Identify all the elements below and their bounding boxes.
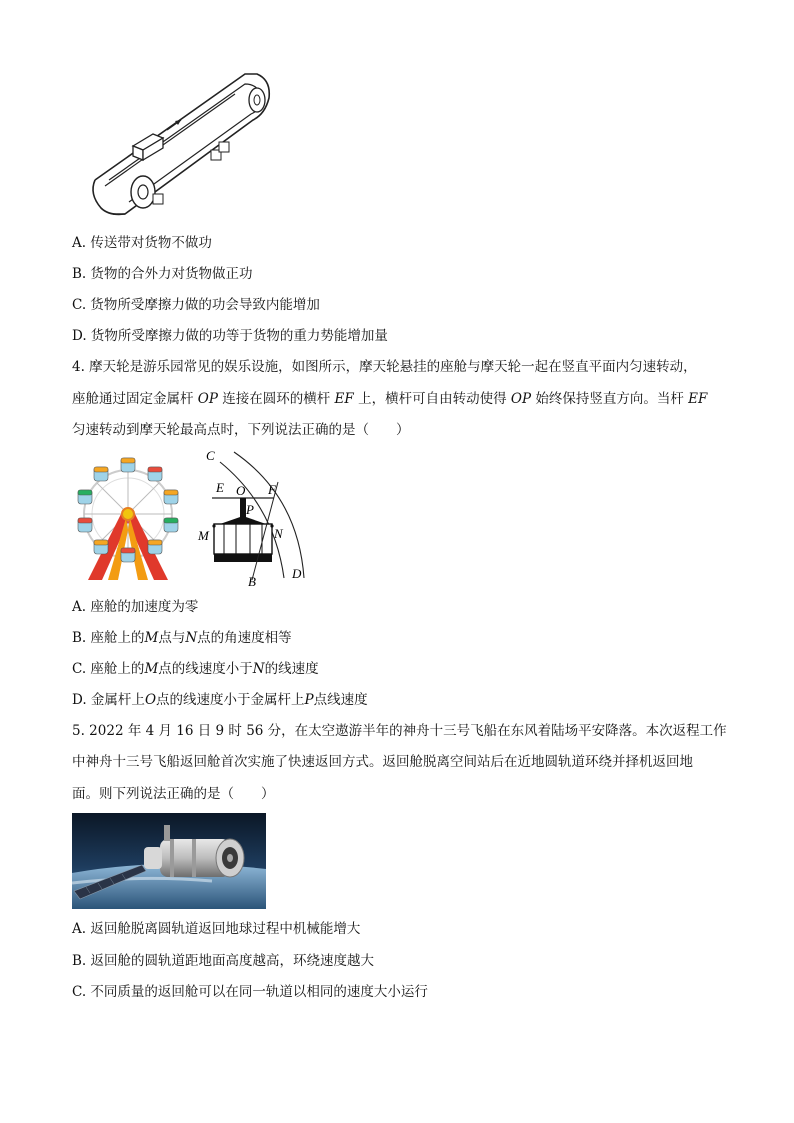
cabin-diagram: [190, 446, 314, 588]
label-e: E: [216, 480, 224, 495]
q3-option-a: A. 传送带对货物不做功: [72, 235, 212, 251]
q3-option-b: B. 货物的合外力对货物做正功: [72, 266, 253, 282]
q5-option-c: C. 不同质量的返回舱可以在同一轨道以相同的速度大小运行: [72, 984, 428, 1000]
label-p: P: [246, 502, 254, 517]
spacecraft-image: [72, 813, 266, 909]
label-n: N: [274, 526, 283, 541]
q5-option-b: B. 返回舱的圆轨道距地面高度越高，环绕速度越大: [72, 953, 375, 969]
q4-option-a: A. 座舱的加速度为零: [72, 599, 199, 615]
q5-stem-line1: 5. 2022 年 4 月 16 日 9 时 56 分，在太空遨游半年的神舟十三号飞船在东风着陆场平安降落。本次返程工作: [72, 723, 727, 739]
ferris-wheel-figure: [68, 452, 190, 584]
q4-stem-line3: 匀速转动到摩天轮最高点时，下列说法正确的是（ ）: [72, 422, 410, 438]
q5-stem-line3: 面。则下列说法正确的是（ ）: [72, 786, 275, 802]
label-o: O: [236, 483, 246, 498]
q4-option-d: D. 金属杆上O点的线速度小于金属杆上P点线速度: [72, 692, 368, 708]
q4-option-c: C. 座舱上的M点的线速度小于N的线速度: [72, 661, 319, 677]
label-b: B: [248, 574, 256, 588]
label-d: D: [292, 566, 302, 581]
conveyor-belt-figure: [85, 68, 275, 218]
q5-option-a: A. 返回舱脱离圆轨道返回地球过程中机械能增大: [72, 921, 361, 937]
q3-option-c: C. 货物所受摩擦力做的功会导致内能增加: [72, 297, 320, 313]
q3-option-d: D. 货物所受摩擦力做的功等于货物的重力势能增加量: [72, 328, 388, 344]
label-m: M: [198, 528, 209, 543]
q4-stem-line2: 座舱通过固定金属杆 OP 连接在圆环的横杆 EF 上，横杆可自由转动使得 OP 始终保持竖直方向。当杆 EF: [72, 391, 708, 407]
label-c: C: [206, 448, 215, 463]
q5-stem-line2: 中神舟十三号飞船返回舱首次实施了快速返回方式。返回舱脱离空间站后在近地圆轨道环绕并择机返回地: [72, 754, 693, 770]
q4-option-b: B. 座舱上的M点与N点的角速度相等: [72, 630, 292, 646]
q4-stem-line1: 4. 摩天轮是游乐园常见的娱乐设施，如图所示，摩天轮悬挂的座舱与摩天轮一起在竖直平面内匀速转动，: [72, 359, 697, 375]
label-f: F: [268, 482, 276, 497]
